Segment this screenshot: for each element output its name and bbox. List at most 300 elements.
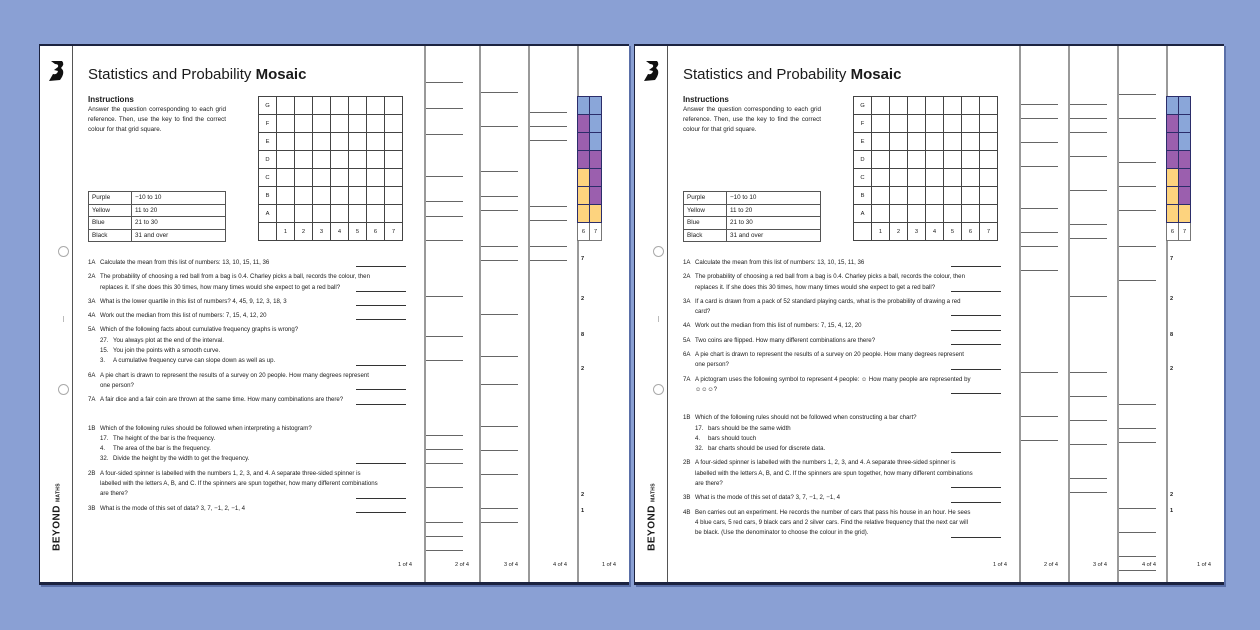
key-colour: Blue (684, 217, 727, 230)
question-item (88, 371, 378, 392)
mosaic-cell-blue (1167, 97, 1179, 115)
grid-cell[interactable] (962, 187, 980, 205)
grid-cell[interactable] (349, 97, 367, 115)
key-row (89, 192, 226, 205)
option-text: bars should touch (708, 434, 757, 442)
grid-cell[interactable] (385, 205, 403, 223)
binding-margin (40, 46, 73, 582)
grid-col-label: 7 (980, 223, 998, 241)
grid-cell[interactable] (367, 133, 385, 151)
answer-line (1119, 532, 1156, 533)
answer-line (1021, 232, 1058, 233)
answer-line (1119, 428, 1156, 429)
question-text: Which of the following rules should not be followed when constructing a bar chart? (695, 414, 917, 422)
question-number: 2A (683, 273, 691, 281)
grid-cell[interactable] (295, 151, 313, 169)
answer-line[interactable] (951, 291, 1001, 292)
answer-line[interactable] (356, 365, 406, 366)
grid-cell[interactable] (313, 169, 331, 187)
grid-cell[interactable] (331, 169, 349, 187)
answer-line (426, 240, 463, 241)
answer-line (481, 196, 518, 197)
question-text: A pictogram uses the following symbol to represent 4 people: ☺ How many people are represented by ☺☺☺? (695, 375, 971, 393)
grid-cell[interactable] (872, 133, 890, 151)
mosaic-cell-purple (1179, 169, 1191, 187)
answer-line[interactable] (356, 319, 406, 320)
grid-col-label: 4 (331, 223, 349, 241)
cropped-text-fragment: 2 (1170, 366, 1174, 372)
grid-cell[interactable] (908, 97, 926, 115)
grid-cell[interactable] (367, 169, 385, 187)
page-number: 3 of 4 (504, 562, 518, 568)
answer-line[interactable] (356, 305, 406, 306)
question-text: A four-sided spinner is labelled with the numbers 1, 2, 3, and 4. A separate three-sided spinner is labelled with the letters A, B, and C. If the spinners are spun together, how many different combinations are there? (695, 459, 973, 488)
brand-sub: MATHS (55, 483, 62, 503)
mosaic-cell-blue (1179, 133, 1191, 151)
question-item (683, 508, 973, 539)
question-item (88, 424, 378, 465)
grid-cell[interactable] (385, 169, 403, 187)
answer-line (1021, 416, 1058, 417)
mosaic-cell-yellow (578, 187, 590, 205)
answer-option (695, 444, 973, 454)
question-item (88, 395, 378, 405)
grid-cell[interactable] (890, 205, 908, 223)
answer-line (481, 92, 518, 93)
answer-line (426, 550, 463, 551)
grid-cell[interactable] (349, 133, 367, 151)
answer-line (481, 508, 518, 509)
grid-cell[interactable] (890, 187, 908, 205)
answer-line (1119, 210, 1156, 211)
grid-cell[interactable] (313, 133, 331, 151)
grid-cell[interactable] (367, 97, 385, 115)
answer-line (426, 176, 463, 177)
mosaic-cell-purple (590, 151, 602, 169)
question-item (88, 469, 378, 500)
question-number: 4A (88, 312, 96, 320)
option-number: 4. (100, 445, 106, 453)
answer-line (426, 336, 463, 337)
grid-cell[interactable] (385, 133, 403, 151)
grid-cell[interactable] (295, 205, 313, 223)
answer-line (1119, 186, 1156, 187)
answer-line[interactable] (356, 463, 406, 464)
grid-cell[interactable] (980, 97, 998, 115)
answer-line (1070, 372, 1107, 373)
answer-line[interactable] (951, 487, 1001, 488)
answer-line[interactable] (951, 344, 1001, 345)
question-item (88, 311, 378, 321)
grid-cell[interactable] (872, 187, 890, 205)
page-1 (74, 46, 424, 582)
grid-cell[interactable] (277, 187, 295, 205)
cropped-text-fragment: 2 (581, 366, 585, 372)
answer-line[interactable] (356, 266, 406, 267)
question-item (683, 458, 973, 489)
grid-cell[interactable] (295, 133, 313, 151)
answer-line (1070, 396, 1107, 397)
grid-col-label: 1 (872, 223, 890, 241)
answer-line[interactable] (951, 452, 1001, 453)
instructions-text: Answer the question corresponding to each grid reference. Then, use the key to find the correct colour for that grid square. (88, 106, 226, 133)
option-number: 17. (695, 424, 704, 432)
option-text: A cumulative frequency curve can slope down as well as up. (113, 357, 276, 365)
grid-cell[interactable] (962, 97, 980, 115)
page-number: 4 of 4 (553, 562, 567, 568)
answer-line (1119, 246, 1156, 247)
answer-line[interactable] (356, 498, 406, 499)
answer-line[interactable] (951, 330, 1001, 331)
question-text: Ben carries out an experiment. He records the number of cars that pass his house in an hour. He sees 4 blue cars, 5 red cars, 9 black cars and 2 silver cars. Find the relative frequency that the next car will be black. (Use the denominator to choose the colour in the grid). (695, 508, 971, 537)
grid-cell[interactable] (367, 151, 385, 169)
beyond-logo-icon (643, 60, 661, 82)
grid-cell[interactable] (872, 151, 890, 169)
grid-cell[interactable] (890, 97, 908, 115)
mosaic-cell-blue (590, 97, 602, 115)
grid-cell[interactable] (908, 115, 926, 133)
answer-line (1070, 444, 1107, 445)
page-number: 1 of 4 (993, 562, 1007, 568)
grid-cell[interactable] (926, 187, 944, 205)
question-text: What is the mode of this set of data? 3, 7, −1, 2, −1, 4 (695, 494, 840, 502)
question-item (683, 272, 973, 293)
key-row (684, 204, 821, 217)
grid-col-label: 6 (367, 223, 385, 241)
answer-line (1119, 280, 1156, 281)
page-number: 4 of 4 (1142, 562, 1156, 568)
mosaic-cell-purple (578, 151, 590, 169)
mosaic-cell-purple (578, 133, 590, 151)
mosaic-cell-blue (578, 97, 590, 115)
cropped-text-fragment: 2 (581, 296, 585, 302)
answer-line (1119, 556, 1156, 557)
grid-cell[interactable] (908, 169, 926, 187)
title-bold: Mosaic (850, 66, 902, 83)
answer-line (1021, 372, 1058, 373)
grid-cell[interactable] (926, 97, 944, 115)
answer-option (100, 454, 378, 464)
option-text: bar charts should be used for discrete data. (708, 445, 826, 453)
grid-cell[interactable] (277, 133, 295, 151)
grid-cell[interactable] (385, 97, 403, 115)
grid-cell[interactable] (872, 169, 890, 187)
grid-col-label: 3 (313, 223, 331, 241)
grid-cell[interactable] (349, 151, 367, 169)
answer-line (426, 360, 463, 361)
question-item (683, 493, 973, 503)
question-text: Calculate the mean from this list of numbers: 13, 10, 15, 11, 36 (695, 259, 865, 266)
grid-cell[interactable] (926, 133, 944, 151)
answer-line (1119, 162, 1156, 163)
answer-line (1021, 440, 1058, 441)
binder-hole-icon (653, 246, 664, 257)
stacked-page-2 (424, 46, 479, 582)
grid-cell[interactable] (926, 205, 944, 223)
grid-cell[interactable] (295, 169, 313, 187)
option-text: The area of the bar is the frequency. (113, 445, 211, 453)
grid-cell[interactable] (926, 151, 944, 169)
mosaic-cell-purple (1167, 133, 1179, 151)
grid-cell[interactable] (349, 205, 367, 223)
brand-label (46, 472, 68, 562)
answer-line[interactable] (951, 393, 1001, 394)
option-text: You always plot at the end of the interval. (113, 336, 224, 344)
worksheet-right (634, 44, 1224, 585)
brand-label (641, 472, 663, 562)
answer-line[interactable] (951, 369, 1001, 370)
grid-cell[interactable] (367, 115, 385, 133)
answer-line (530, 246, 567, 247)
grid-cell[interactable] (277, 205, 295, 223)
mosaic-cell-purple (590, 187, 602, 205)
answer-option (100, 346, 378, 356)
question-text: Work out the median from this list of numbers: 7, 15, 4, 12, 20 (695, 322, 862, 330)
grid-row-label: F (854, 115, 872, 133)
answer-line (481, 522, 518, 523)
mosaic-grid (258, 96, 403, 241)
grid-cell[interactable] (367, 187, 385, 205)
key-colour: Black (89, 229, 132, 242)
grid-cell[interactable] (944, 169, 962, 187)
grid-row-label: B (854, 187, 872, 205)
question-text: A pie chart is drawn to represent the results of a survey on 20 people. How many degrees represent one person? (100, 371, 369, 389)
stacked-page-3 (479, 46, 528, 582)
page-number: 1 of 4 (602, 562, 616, 568)
grid-cell[interactable] (908, 133, 926, 151)
mosaic-cell-yellow (578, 205, 590, 223)
answer-line (1119, 118, 1156, 119)
grid-cell[interactable] (313, 97, 331, 115)
grid-cell[interactable] (962, 205, 980, 223)
answer-line[interactable] (356, 404, 406, 405)
answer-line (1070, 420, 1107, 421)
grid-cell[interactable] (385, 151, 403, 169)
answer-line (530, 220, 567, 221)
answer-option (100, 444, 378, 454)
answer-line (426, 134, 463, 135)
grid-cell[interactable] (944, 205, 962, 223)
question-number: 5A (88, 326, 96, 334)
cropped-text-fragment: 1 (581, 508, 585, 514)
question-item (683, 297, 973, 318)
grid-cell[interactable] (980, 115, 998, 133)
grid-cell[interactable] (367, 205, 385, 223)
grid-cell[interactable] (349, 115, 367, 133)
grid-cell[interactable] (277, 115, 295, 133)
answer-line (1021, 208, 1058, 209)
page-title (88, 66, 306, 83)
grid-cell[interactable] (962, 133, 980, 151)
question-number: 4A (683, 322, 691, 330)
answer-line (481, 474, 518, 475)
answer-line[interactable] (356, 512, 406, 513)
question-text: Work out the median from this list of numbers: 7, 15, 4, 12, 20 (100, 312, 267, 320)
colour-key-table (88, 191, 226, 242)
key-colour: Yellow (89, 204, 132, 217)
grid-cell[interactable] (331, 187, 349, 205)
answer-line (1070, 132, 1107, 133)
grid-col-label: 5 (349, 223, 367, 241)
mosaic-col-label: 6 (1167, 223, 1179, 241)
question-item (88, 272, 378, 293)
grid-cell[interactable] (980, 151, 998, 169)
grid-cell[interactable] (926, 115, 944, 133)
grid-cell[interactable] (944, 97, 962, 115)
answer-line[interactable] (951, 315, 1001, 316)
stacked-page-5 (577, 46, 629, 582)
answer-line (426, 449, 463, 450)
binder-tick (63, 316, 64, 322)
instructions-text: Answer the question corresponding to each grid reference. Then, use the key to find the correct colour for that grid square. (683, 106, 821, 133)
grid-cell[interactable] (331, 205, 349, 223)
grid-cell[interactable] (872, 97, 890, 115)
page-number: 2 of 4 (455, 562, 469, 568)
grid-cell[interactable] (908, 187, 926, 205)
grid-row-label: C (854, 169, 872, 187)
question-number: 4B (683, 508, 691, 516)
grid-cell[interactable] (295, 97, 313, 115)
key-range: 21 to 30 (727, 217, 821, 230)
answer-line (481, 171, 518, 172)
grid-cell[interactable] (962, 151, 980, 169)
stacked-page-4 (528, 46, 577, 582)
grid-col-label: 5 (944, 223, 962, 241)
grid-row-label: G (854, 97, 872, 115)
question-number: 3B (88, 504, 96, 512)
question-text: Two coins are flipped. How many different combinations are there? (695, 336, 876, 344)
grid-cell[interactable] (313, 115, 331, 133)
grid-row-label: C (259, 169, 277, 187)
mosaic-grid (853, 96, 998, 241)
grid-cell[interactable] (980, 187, 998, 205)
grid-cell[interactable] (313, 151, 331, 169)
grid-cell[interactable] (349, 169, 367, 187)
key-range: 11 to 20 (132, 204, 226, 217)
question-item (683, 336, 973, 346)
grid-row-label: F (259, 115, 277, 133)
brand-name: BEYOND (51, 505, 63, 551)
answer-line (1070, 492, 1107, 493)
worksheet-left (39, 44, 629, 585)
grid-cell[interactable] (890, 133, 908, 151)
question-list (683, 258, 973, 543)
answer-line[interactable] (356, 291, 406, 292)
key-row (89, 204, 226, 217)
mosaic-cell-yellow (578, 169, 590, 187)
grid-cell[interactable] (295, 115, 313, 133)
grid-cell[interactable] (890, 151, 908, 169)
grid-cell[interactable] (349, 187, 367, 205)
grid-cell[interactable] (313, 187, 331, 205)
mosaic-cell-yellow (1167, 187, 1179, 205)
question-list (88, 258, 378, 518)
question-item (683, 350, 973, 371)
answer-line (481, 450, 518, 451)
option-number: 4. (695, 434, 701, 442)
grid-cell[interactable] (944, 151, 962, 169)
answer-line (1070, 156, 1107, 157)
answer-line (426, 296, 463, 297)
option-number: 27. (100, 336, 109, 344)
grid-cell[interactable] (908, 151, 926, 169)
answer-line (481, 384, 518, 385)
question-number: 1A (88, 259, 96, 266)
grid-cell[interactable] (962, 115, 980, 133)
mosaic-cell-yellow (1167, 169, 1179, 187)
grid-row-label: E (259, 133, 277, 151)
mosaic-cell-yellow (590, 205, 602, 223)
key-range: 31 and over (132, 229, 226, 242)
grid-cell[interactable] (385, 187, 403, 205)
grid-cell[interactable] (277, 169, 295, 187)
grid-cell[interactable] (980, 133, 998, 151)
grid-corner (854, 223, 872, 241)
grid-row-label: B (259, 187, 277, 205)
grid-cell[interactable] (331, 133, 349, 151)
option-text: The height of the bar is the frequency. (113, 434, 216, 442)
mosaic-cell-purple (1179, 187, 1191, 205)
answer-line[interactable] (951, 502, 1001, 503)
grid-cell[interactable] (944, 133, 962, 151)
grid-cell[interactable] (313, 205, 331, 223)
grid-cell[interactable] (331, 115, 349, 133)
answer-line (481, 426, 518, 427)
grid-cell[interactable] (277, 97, 295, 115)
question-text: What is the lower quartile in this list of numbers? 4, 45, 9, 12, 3, 18, 3 (100, 297, 287, 305)
question-number: 3A (88, 297, 96, 305)
grid-cell[interactable] (277, 151, 295, 169)
grid-cell[interactable] (980, 205, 998, 223)
key-range: −10 to 10 (132, 192, 226, 205)
grid-cell[interactable] (295, 187, 313, 205)
grid-cell[interactable] (944, 187, 962, 205)
stacked-page-4 (1117, 46, 1166, 582)
answer-line (481, 314, 518, 315)
grid-cell[interactable] (385, 115, 403, 133)
binder-hole-icon (58, 246, 69, 257)
mosaic-cell-purple (1167, 115, 1179, 133)
grid-cell[interactable] (908, 205, 926, 223)
grid-cell[interactable] (980, 169, 998, 187)
answer-line[interactable] (356, 389, 406, 390)
grid-cell[interactable] (890, 115, 908, 133)
question-number: 1B (683, 414, 691, 422)
answer-line[interactable] (951, 266, 1001, 267)
option-number: 32. (100, 455, 109, 463)
stacked-page-2 (1019, 46, 1068, 582)
grid-cell[interactable] (944, 115, 962, 133)
key-range: 21 to 30 (132, 217, 226, 230)
mosaic-col-label: 6 (578, 223, 590, 241)
grid-cell[interactable] (926, 169, 944, 187)
grid-cell[interactable] (872, 115, 890, 133)
answer-line[interactable] (951, 537, 1001, 538)
grid-cell[interactable] (872, 205, 890, 223)
question-number: 2B (683, 459, 691, 467)
grid-cell[interactable] (331, 97, 349, 115)
grid-cell[interactable] (331, 151, 349, 169)
grid-cell[interactable] (890, 169, 908, 187)
question-text: Which of the following facts about cumulative frequency graphs is wrong? (100, 326, 299, 334)
answer-line (1119, 508, 1156, 509)
grid-cell[interactable] (962, 169, 980, 187)
brand-name: BEYOND (646, 505, 658, 551)
answer-line (1070, 104, 1107, 105)
question-item (683, 375, 973, 396)
key-colour: Yellow (684, 204, 727, 217)
answer-line (530, 112, 567, 113)
